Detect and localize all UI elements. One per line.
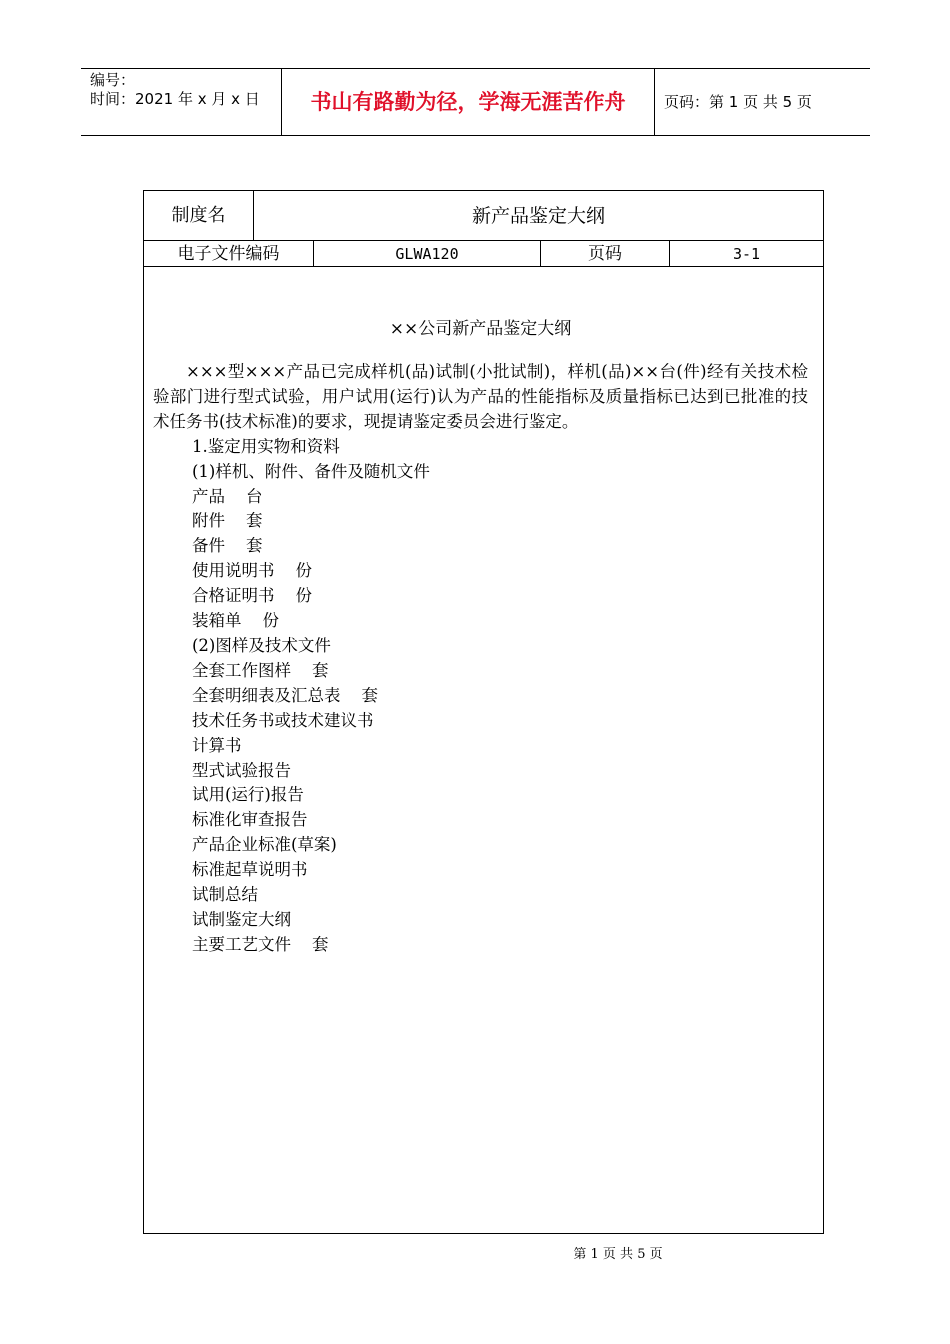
list-item: 试用(运行)报告 <box>192 785 304 805</box>
header-page-label: 页码：第 1 页 共 5 页 <box>664 93 812 111</box>
list-item: 标准起草说明书 <box>192 860 308 880</box>
time-label: 时间：2021 年 x 月 x 日 <box>90 90 260 108</box>
header-meta <box>81 69 282 135</box>
document-title: ××公司新产品鉴定大纲 <box>389 319 572 339</box>
number-label: 编号： <box>90 71 136 89</box>
list-item: 1.鉴定用实物和资料 <box>192 436 340 456</box>
list-item: 全套明细表及汇总表 套 <box>192 685 378 705</box>
file-code-label: 电子文件编码 <box>144 241 314 267</box>
list-item: (1)样机、附件、备件及随机文件 <box>192 461 430 481</box>
list-item: 计算书 <box>192 735 242 755</box>
document-header <box>81 68 870 136</box>
list-item: 主要工艺文件 套 <box>192 934 329 954</box>
form-frame <box>143 190 824 1234</box>
list-item: 标准化审查报告 <box>192 810 308 830</box>
list-item: 装箱单 份 <box>192 611 279 631</box>
list-item: 技术任务书或技术建议书 <box>192 710 374 730</box>
material-list <box>153 435 808 958</box>
list-item: 使用说明书 份 <box>192 561 312 581</box>
list-item: 型式试验报告 <box>192 760 291 780</box>
list-item: (2)图样及技术文件 <box>192 635 331 655</box>
list-item: 试制鉴定大纲 <box>192 909 291 929</box>
regulation-name-label: 制度名 <box>144 191 254 241</box>
list-item: 全套工作图样 套 <box>192 660 329 680</box>
document-body <box>153 317 808 958</box>
intro-paragraph: ×××型×××产品已完成样机(品)试制(小批试制)，样机(品)××台(件)经有关技术检验部门进行型式试验，用户试用(运行)认为产品的性能指标及质量指标已达到已批准的技术任务书(技术标准)的要求，现提请鉴定委员会进行鉴定。 <box>153 362 808 431</box>
page-footer: 第 1 页 共 5 页 <box>573 1247 663 1262</box>
list-item: 备件 套 <box>192 536 263 556</box>
form-page-value: 3-1 <box>670 241 823 267</box>
regulation-name-value: 新产品鉴定大纲 <box>254 191 823 241</box>
list-item: 附件 套 <box>192 511 263 531</box>
list-item: 合格证明书 份 <box>192 586 312 606</box>
form-page-label: 页码 <box>541 241 670 267</box>
list-item: 试制总结 <box>192 885 258 905</box>
file-code-value: GLWA120 <box>314 241 541 267</box>
list-item: 产品 台 <box>192 486 263 506</box>
header-motto: 书山有路勤为径，学海无涯苦作舟 <box>282 69 655 135</box>
list-item: 产品企业标准(草案) <box>192 835 337 855</box>
